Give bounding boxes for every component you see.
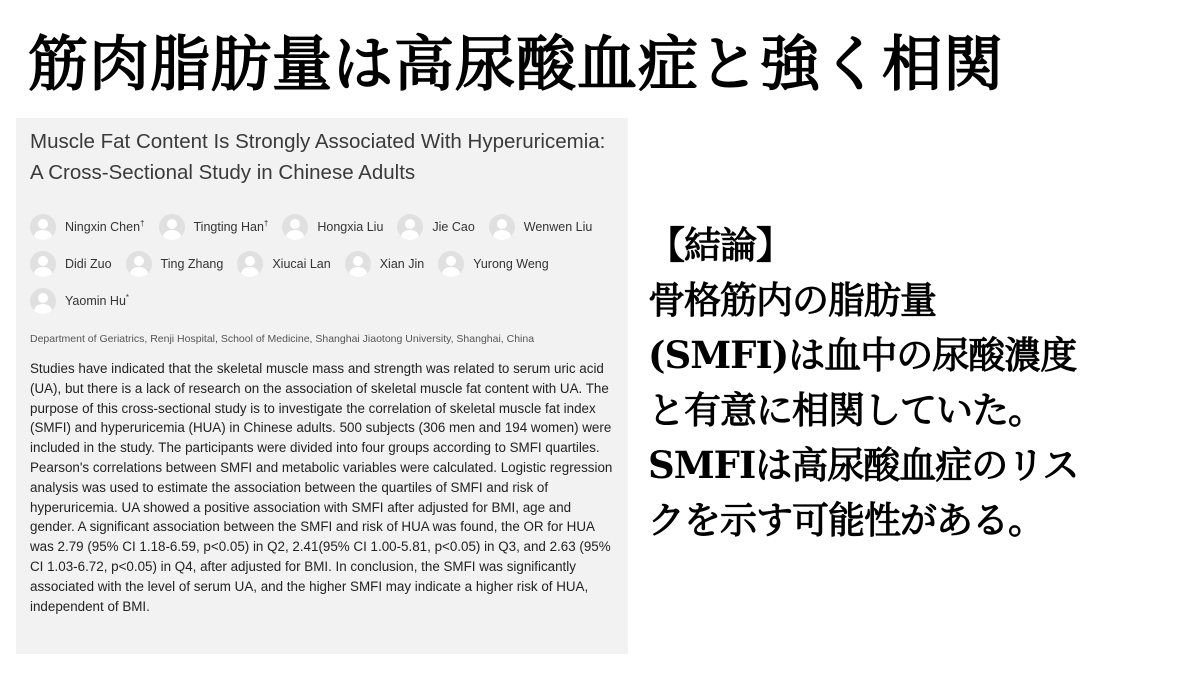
author-name: Jie Cao bbox=[432, 219, 475, 234]
author-name: Xiucai Lan bbox=[272, 256, 331, 271]
author-item[interactable] bbox=[30, 208, 145, 245]
avatar-icon bbox=[237, 251, 263, 277]
avatar-icon bbox=[30, 288, 56, 314]
author-list bbox=[30, 208, 620, 319]
author-item[interactable] bbox=[345, 245, 424, 282]
author-name: Yurong Weng bbox=[473, 256, 549, 271]
conclusion-panel bbox=[648, 218, 1196, 548]
avatar-icon bbox=[397, 214, 423, 240]
author-name: Ningxin Chen† bbox=[65, 218, 145, 235]
author-item[interactable] bbox=[126, 245, 224, 282]
author-name: Wenwen Liu bbox=[523, 219, 593, 234]
avatar-icon bbox=[126, 251, 152, 277]
page-headline: 筋肉脂肪量は高尿酸血症と強く相関 bbox=[28, 30, 1004, 100]
conclusion-line: 骨格筋内の脂肪量 bbox=[648, 278, 936, 322]
author-name: Xian Jin bbox=[379, 256, 425, 271]
author-name: Ting Zhang bbox=[160, 256, 224, 271]
author-item[interactable] bbox=[438, 245, 549, 282]
conclusion-line: SMFIは高尿酸血症のリス bbox=[648, 443, 1079, 487]
conclusion-line: と有意に相関していた。 bbox=[648, 388, 1044, 432]
author-name: Didi Zuo bbox=[65, 256, 112, 271]
conclusion-line: (SMFI)は血中の尿酸濃度 bbox=[648, 333, 1077, 377]
avatar-icon bbox=[282, 214, 308, 240]
author-item[interactable] bbox=[282, 208, 383, 245]
avatar-icon bbox=[30, 251, 56, 277]
author-name: Hongxia Liu bbox=[317, 219, 384, 234]
paper-card bbox=[16, 118, 628, 654]
avatar-icon bbox=[438, 251, 464, 277]
author-item[interactable] bbox=[237, 245, 330, 282]
author-item[interactable] bbox=[30, 282, 129, 319]
author-item[interactable] bbox=[489, 208, 593, 245]
conclusion-heading: 【結論】 bbox=[648, 223, 792, 267]
avatar-icon bbox=[30, 214, 56, 240]
paper-title: Muscle Fat Content Is Strongly Associated With Hyperuricemia: A Cross-Sectional Study in Chinese Adults bbox=[30, 130, 606, 184]
author-item[interactable] bbox=[397, 208, 474, 245]
author-item[interactable] bbox=[159, 208, 269, 245]
avatar-icon bbox=[159, 214, 185, 240]
conclusion-line: クを示す可能性がある。 bbox=[648, 498, 1044, 542]
abstract-text: Studies have indicated that the skeletal muscle mass and strength was related to serum uric acid (UA), but there is a lack of research on the association of skeletal muscle fat content with UA. The purpose of this cross-sectional study is to investigate the correlation of skeletal muscle fat index (SMFI) and hyperuricemia (HUA) in Chinese adults. 500 subjects (306 men and 194 women) were included in the study. The participants were divided into four groups according to SMFI quartiles. Pearson's correlations between SMFI and metabolic variables were calculated. Logistic regression analysis was used to estimate the association between the quartiles of SMFI and risk of hyperuricemia. UA showed a positive association with SMFI after adjusted for BMI, age and gender. A significant association between the SMFI and risk of HUA was found, the OR for HUA was 2.79 (95% CI 1.18-6.59, p<0.05) in Q2, 2.41(95% CI 1.00-5.81, p<0.05) in Q3, and 2.63 (95% CI 1.03-6.72, p<0.05) in Q4, after adjusted for BMI. In conclusion, the SMFI was significantly associated with the level of serum UA, and the higher SMFI may indicate a higher risk of HUA, independent of BMI. bbox=[30, 361, 613, 614]
author-name: Yaomin Hu* bbox=[65, 292, 130, 309]
avatar-icon bbox=[345, 251, 371, 277]
avatar-icon bbox=[489, 214, 515, 240]
author-name: Tingting Han† bbox=[193, 218, 269, 235]
affiliation: Department of Geriatrics, Renji Hospital, School of Medicine, Shanghai Jiaotong University, Shanghai, China bbox=[30, 333, 535, 345]
author-item[interactable] bbox=[30, 245, 112, 282]
